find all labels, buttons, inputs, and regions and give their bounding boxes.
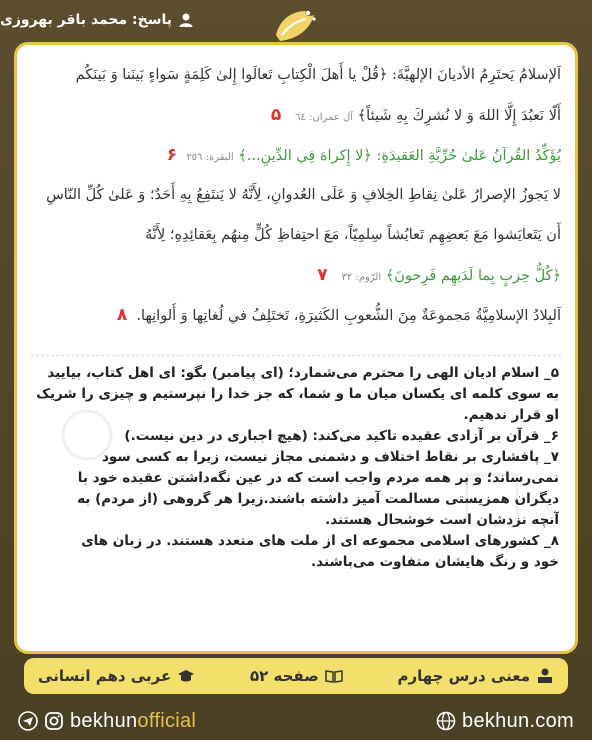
website-link[interactable]	[436, 710, 574, 733]
arabic-line-6-source: الرّوم: ٣٢	[341, 272, 382, 283]
translation-line: ۸_ کشورهای اسلامی مجموعه ای از ملت های متعدد هستند. در زبان های	[81, 533, 559, 549]
translation-line: دیگران همزیستی مسالمت آمیز داشته باشند.زیرا هر گروهی (از مردم) به	[77, 491, 559, 507]
page-number-text: صفحه ۵۲	[249, 667, 319, 685]
sentence-number-5: ۵	[270, 105, 282, 125]
arabic-line-5: أَن يَتَعايَشوا مَعَ بَعضِهِم تَعايُشاً سِلمِيّاً، مَعَ احتِفاظِ كُلٍّ مِنهُم بِعَقائِدِهِ؛ لِأَنَّهُ	[145, 227, 561, 243]
arabic-line-6	[31, 255, 561, 295]
social-bar	[0, 702, 592, 740]
arabic-line-4: لا يَجوزُ الإصرارُ عَلىٰ نِقاطِ الخِلافِ وَ عَلَى العُدوانِ، لِأَنَّهُ لا يَنتَفِعُ بِهِ أَحَدٌ؛ وَ عَلىٰ كُلِّ النّاسِ	[46, 187, 561, 203]
globe-icon	[436, 711, 456, 731]
website-text[interactable]: bekhun.com	[462, 709, 574, 732]
sentence-number-6: ۶	[166, 145, 178, 165]
instagram-icon[interactable]	[44, 711, 64, 731]
translation-line: ۶_ قرآن بر آزادی عقیده تاکید می‌کند: (هیچ اجباری در دین نیست.)	[124, 428, 559, 444]
handle-suffix: official	[137, 709, 197, 732]
arabic-line-7	[31, 295, 561, 335]
lesson-title-text: معنی درس چهارم	[397, 667, 530, 685]
subject-name	[38, 667, 195, 685]
translation-line: خود و رنگ هایشان متفاوت می‌باشند.	[311, 554, 559, 570]
sentence-number-8: ۸	[116, 305, 128, 325]
translation-line: نمی‌رساند؛ و بر همه مردم واجب است که در عین نگه‌داشتن عقیده خود با	[77, 470, 559, 486]
arabic-line-2-text: أَلّا نَعبُدَ إِلَّا اللهَ وَ لا نُشرِكَ بِهِ شَيئاً﴾	[357, 108, 561, 124]
translation-line: به سوی کلمه ای یکسان میان ما و شما، که جز خدا را نپرستیم و چیزی را شریک	[36, 386, 559, 402]
translation-line: ۷_ پافشاری بر نقاط اختلاف و دشمنی مجاز نیست، زیرا به کسی سود	[102, 449, 559, 465]
telegram-icon[interactable]	[18, 711, 38, 731]
lesson-info-bar	[24, 658, 568, 694]
social-handle[interactable]	[18, 710, 196, 733]
arabic-line-3-text: يُؤَكِّدُ القُرآنُ عَلىٰ حُرِّيَّةِ العَقيدَةِ: ﴿لا إِكراهَ فِي الدِّينِ...﴾	[238, 148, 561, 164]
sentence-number-7: ۷	[317, 265, 328, 285]
handle-prefix: bekhun	[70, 709, 138, 732]
arabic-line-1: اَلإسلامُ يَحتَرِمُ الأديانَ الإلهيَّةَ: ﴿قُلْ يا أَهلَ الْكِتابِ تَعالَوا إِلىٰ كَلِمَةٍ سَواءٍ بَينَنا وَ بَينَكُم	[75, 67, 561, 83]
lesson-title	[397, 667, 554, 685]
page-number	[250, 667, 343, 685]
answer-author-label: پاسخ: محمد باقر بهروزی	[0, 12, 173, 28]
persian-translation-block	[35, 363, 559, 573]
content-card	[14, 42, 578, 654]
translation-line: آنچه نزدشان است خوشحال هستند.	[325, 512, 559, 528]
translation-line: ۵_ اسلام ادیان الهی را محترم می‌شمارد؛ (ای پیامبر) بگو: ای اهل کتاب، بیایید	[47, 365, 559, 381]
arabic-line-2-source: آل عمران: ٦٤	[295, 112, 354, 123]
social-handle-text[interactable]	[70, 710, 196, 733]
subject-name-text: عربی دهم انسانی	[38, 667, 172, 685]
arabic-text-block	[31, 55, 561, 335]
section-divider	[31, 355, 561, 356]
teacher-icon	[536, 667, 554, 685]
arabic-line-7-text: اَلبِلادُ الإسلامِيَّةُ مَجموعَةٌ مِنَ الشُّعوبِ الكَثيرَةِ، تَختَلِفُ في لُغاتِها وَ أَلوانِها.	[136, 308, 561, 324]
arabic-line-3-source: البقرة: ٢٥٦	[186, 152, 234, 163]
arabic-line-2	[31, 95, 561, 135]
translation-line: او قرار ندهیم.	[463, 407, 559, 423]
book-icon	[325, 667, 343, 685]
arabic-line-6-text: ﴿كُلُّ حِزبٍ بِما لَدَيهِم فَرِحونَ﴾	[385, 268, 561, 284]
arabic-line-3	[31, 135, 561, 175]
user-icon	[178, 12, 194, 28]
graduation-cap-icon	[177, 667, 195, 685]
